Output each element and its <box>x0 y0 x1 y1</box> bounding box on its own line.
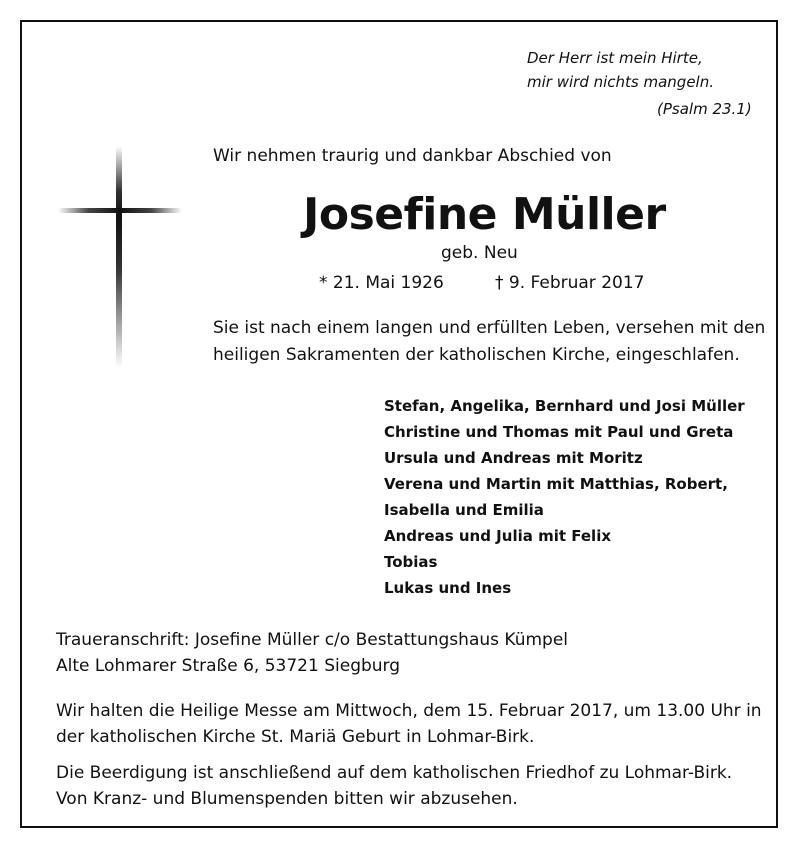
quote-source: (Psalm 23.1) <box>657 100 752 118</box>
mourners-list <box>384 393 745 601</box>
mourner-line: Andreas und Julia mit Felix <box>384 527 612 545</box>
mourner-line: Christine und Thomas mit Paul und Greta <box>384 423 734 441</box>
intro-text: Wir nehmen traurig und dankbar Abschied von <box>213 146 612 166</box>
death-date: † 9. Februar 2017 <box>495 273 645 293</box>
statement-line-2: heiligen Sakramenten der katholischen Kirche, eingeschlafen. <box>213 345 740 365</box>
birth-date: * 21. Mai 1926 <box>319 273 444 293</box>
service-line-4: Von Kranz- und Blumenspenden bitten wir abzusehen. <box>56 789 518 809</box>
mourner-line: Lukas und Ines <box>384 579 512 597</box>
mourner-line: Stefan, Angelika, Bernhard und Josi Müller <box>384 397 745 415</box>
service-line-1: Wir halten die Heilige Messe am Mittwoch, dem 15. Februar 2017, um 13.00 Uhr in <box>56 701 762 721</box>
mourner-line: Verena und Martin mit Matthias, Robert, <box>384 475 728 493</box>
service-line-2: der katholischen Kirche St. Mariä Geburt in Lohmar-Birk. <box>56 727 535 747</box>
statement-line-1: Sie ist nach einem langen und erfüllten Leben, versehen mit den <box>213 318 766 338</box>
mourner-line: Tobias <box>384 553 438 571</box>
quote-line-1: Der Herr ist mein Hirte, <box>527 49 703 67</box>
address-line-1: Traueranschrift: Josefine Müller c/o Bestattungshaus Kümpel <box>56 630 569 650</box>
service-line-3: Die Beerdigung ist anschließend auf dem katholischen Friedhof zu Lohmar-Birk. <box>56 763 733 783</box>
quote-line-2: mir wird nichts mangeln. <box>527 73 715 91</box>
address-line-2: Alte Lohmarer Straße 6, 53721 Siegburg <box>56 656 401 676</box>
deceased-name: Josefine Müller <box>303 189 666 240</box>
mourner-line: Isabella und Emilia <box>384 501 544 519</box>
birth-name: geb. Neu <box>441 243 518 263</box>
mourner-line: Ursula und Andreas mit Moritz <box>384 449 643 467</box>
